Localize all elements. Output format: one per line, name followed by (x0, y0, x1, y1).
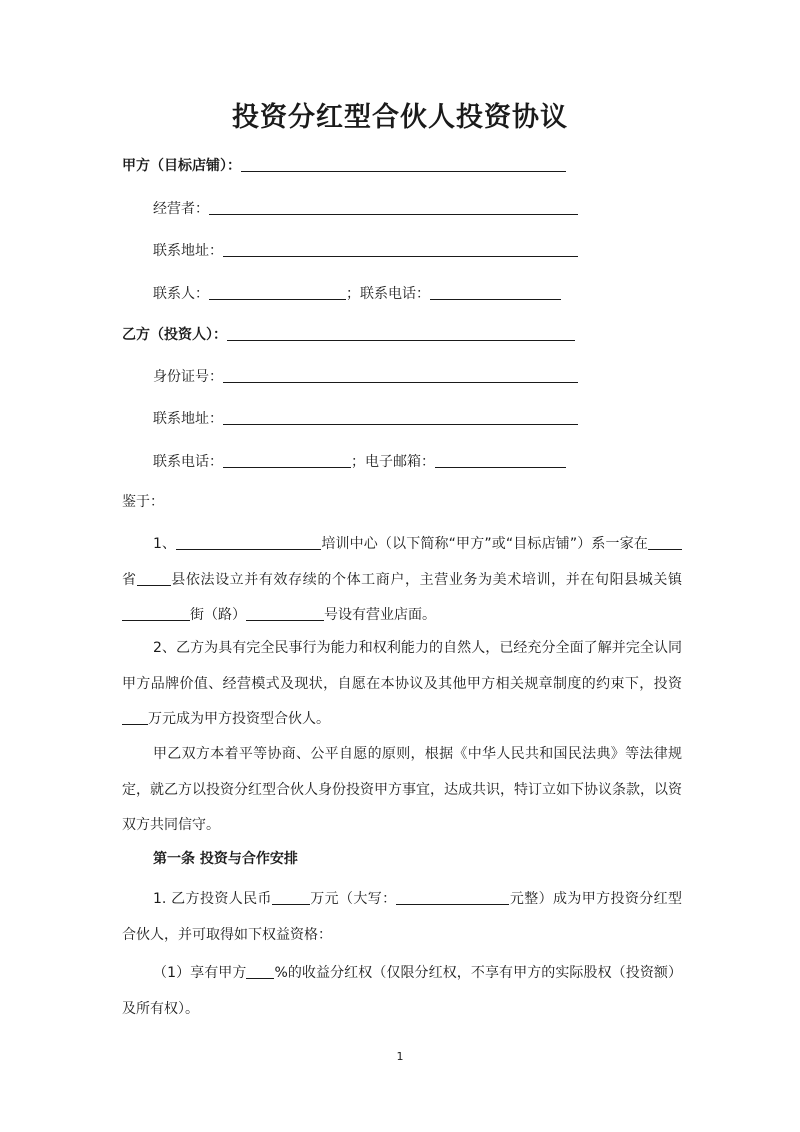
whereas-heading: 鉴于： (122, 494, 164, 510)
party-b-row (122, 325, 575, 345)
whereas-item-3 (122, 737, 682, 844)
clause1-1-text-1: （1）享有甲方 (153, 965, 247, 981)
item1-text-5: 号设有营业店面。 (324, 607, 436, 623)
party-b-address-label: 联系地址： (153, 411, 223, 427)
separator: ； (346, 286, 360, 302)
party-a-address-label: 联系地址： (153, 243, 223, 259)
email-label: 电子邮箱： (365, 454, 435, 470)
party-a-operator-row (153, 199, 578, 219)
whereas-item-1 (122, 527, 682, 634)
party-b-phone-blank[interactable] (223, 452, 351, 468)
item1-text-4: 街（路） (190, 607, 246, 623)
party-b-address-blank[interactable] (223, 409, 578, 425)
party-b-contact-row (153, 452, 566, 472)
contact-phone-blank[interactable] (430, 284, 561, 300)
clause-1-1 (122, 956, 682, 1027)
party-b-address-row (153, 409, 578, 429)
clause1-text-2: 万元（大写： (309, 891, 397, 907)
item1-text-2: 省 (122, 571, 137, 588)
party-a-label: 甲方（目标店铺）： (122, 158, 241, 174)
id-number-label: 身份证号： (153, 369, 223, 385)
item1-text-3: 县依法设立并有效存续的个体工商户，主营业务为美术培训，并在旬阳县城关镇 (170, 571, 683, 588)
item1-prefix: 1、 (153, 536, 177, 552)
clause-1 (122, 882, 682, 953)
item2-text-2: 万元成为甲方投资型合伙人。 (148, 711, 330, 727)
party-a-address-row (153, 241, 578, 261)
county-blank[interactable] (137, 570, 171, 586)
investment-amount-blank[interactable] (122, 709, 148, 725)
whereas-item-2 (122, 631, 682, 738)
party-a-address-blank[interactable] (223, 241, 578, 257)
id-number-blank[interactable] (223, 367, 578, 383)
amount-blank[interactable] (272, 889, 310, 905)
clause1-1-text-2: %的收益分红权（仅限分红权，不享有甲方的实际股权（投资额）及所有权）。 (122, 965, 682, 1017)
contact-person-blank[interactable] (209, 284, 346, 300)
street-blank[interactable] (122, 605, 190, 621)
dividend-percent-blank[interactable] (246, 963, 274, 979)
training-center-blank[interactable] (176, 534, 321, 550)
party-b-label: 乙方（投资人）： (122, 327, 227, 343)
party-b-id-row (153, 367, 578, 387)
operator-label: 经营者： (153, 201, 209, 217)
email-blank[interactable] (435, 452, 566, 468)
party-a-blank[interactable] (241, 156, 566, 172)
page-number: 1 (396, 1050, 404, 1063)
article-1-heading: 第一条 投资与合作安排 (153, 851, 298, 867)
separator: ； (351, 454, 365, 470)
party-b-phone-label: 联系电话： (153, 454, 223, 470)
clause1-text-3: 元整）成为甲方投资分红型合伙人，并可取得如下权益资格： (122, 891, 683, 943)
party-b-blank[interactable] (227, 325, 575, 341)
item2-text-1: 2、乙方为具有完全民事行为能力和权利能力的自然人，已经充分全面了解并完全认同甲方品牌价值、经营模式及现状，自愿在本协议及其他甲方相关规章制度的约束下，投资 (122, 640, 682, 692)
amount-in-words-blank[interactable] (396, 889, 509, 905)
province-blank[interactable] (648, 534, 682, 550)
contact-phone-label: 联系电话： (360, 286, 430, 302)
party-a-row (122, 156, 566, 176)
party-a-contact-row (153, 284, 561, 304)
operator-blank[interactable] (209, 199, 578, 215)
contact-person-label: 联系人： (153, 286, 209, 302)
document-title: 投资分红型合伙人投资协议 (232, 102, 568, 133)
item1-text-1: 培训中心（以下简称“甲方”或“目标店铺”）系一家在 (321, 536, 648, 552)
number-blank[interactable] (246, 605, 324, 621)
item3-text: 甲乙双方本着平等协商、公平自愿的原则，根据《中华人民共和国民法典》等法律规定，就乙方以投资分红型合伙人身份投资甲方事宜，达成共识，特订立如下协议条款，以资双方共同信守。 (122, 746, 682, 833)
clause1-text-1: 1. 乙方投资人民币 (153, 891, 272, 907)
